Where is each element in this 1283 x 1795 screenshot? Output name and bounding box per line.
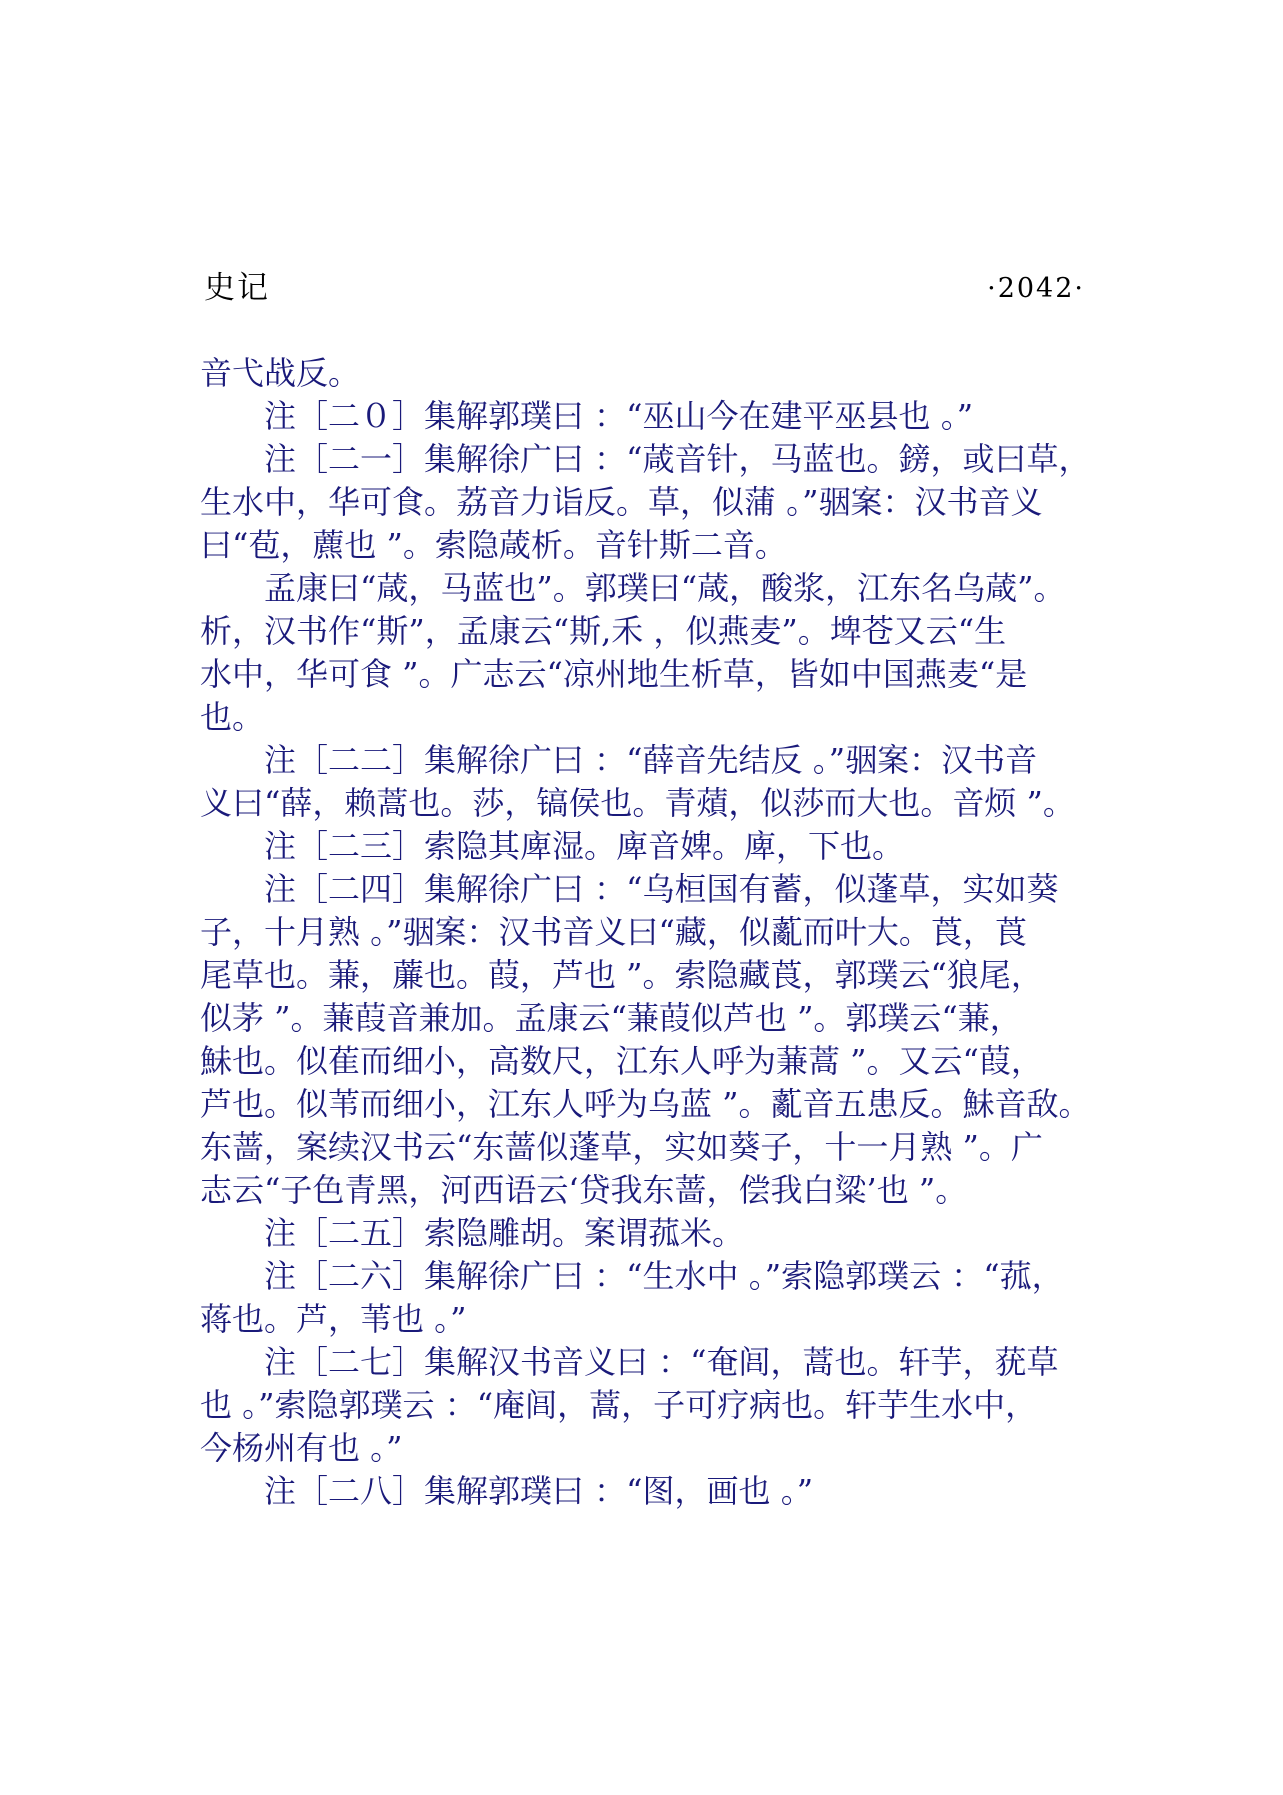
text-line: 尾草也。蒹，薕也。葭，芦也 ”。索隐藏莨，郭璞云“狼尾， [200,956,1043,994]
text-line: 鮇也。似萑而细小，高数尺，江东人呼为蒹蒿 ”。又云“葭， [200,1042,1043,1080]
text-line: 注［二二］集解徐广曰 ：“薛音先结反 。”骃案：汉书音 [264,741,1038,779]
text-line: 似茅 ”。蒹葭音兼加。孟康云“蒹葭似芦也 ”。郭璞云“蒹， [200,999,1022,1037]
text-line: 曰“苞，藨也 ”。索隐葴析。音针斯二音。 [200,526,787,564]
text-line: 注［二五］索隐雕胡。案谓菰米。 [264,1214,745,1252]
text-line: 芦也。似苇而细小，江东人呼为乌蓝 ”。薍音五患反。鮇音敌。 [200,1085,1091,1123]
book-title: 史记 [204,270,270,306]
text-line: 蒋也。芦，苇也 。” [200,1300,467,1338]
text-line: 志云“子色青黑，河西语云‘贷我东蔷，偿我白粱’也 ”。 [200,1171,968,1209]
text-line: 注［二０］集解郭璞曰 ：“巫山今在建平巫县也 。” [264,397,974,435]
text-line: 注［二四］集解徐广曰 ：“乌桓国有蓄，似蓬草，实如葵 [264,870,1059,908]
text-line: 注［二三］索隐其庳湿。庳音婢。庳，下也。 [264,827,905,865]
text-line: 生水中，华可食。荔音力诣反。草，似蒲 。”骃案：汉书音义 [200,483,1043,521]
text-line: 析，汉书作“斯”，孟康云“斯,禾 ，似燕麦”。埤苍又云“生 [200,612,1007,650]
text-line: 注［二八］集解郭璞曰 ：“图，画也 。” [264,1472,814,1510]
text-line: 也。 [200,698,265,736]
text-line: 今杨州有也 。” [200,1429,403,1467]
text-line: 孟康曰“葴，马蓝也”。郭璞曰“葴，酸浆，江东名乌葴”。 [264,569,1066,607]
text-line: 注［二六］集解徐广曰 ：“生水中 。”索隐郭璞云 ：“菰， [264,1257,1064,1295]
page-number: ·2042· [987,273,1085,304]
text-line: 子，十月熟 。”骃案：汉书音义曰“藏，似薍而叶大。莨，莨 [200,913,1027,951]
text-line: 注［二一］集解徐广曰 ：“葴音针，马蓝也。鎊，或曰草， [264,440,1091,478]
text-line: 音弋战反。 [200,354,361,392]
text-line: 也 。”索隐郭璞云 ：“庵闾，蒿，子可疗病也。轩芋生水中， [200,1386,1038,1424]
text-line: 水中，华可食 ”。广志云“凉州地生析草，皆如中国燕麦“是 [200,655,1028,693]
text-line: 注［二七］集解汉书音义曰 ：“奄闾，蒿也。轩芋，莸草 [264,1343,1059,1381]
text-line: 义曰“薛，赖蒿也。莎，镐侯也。青薠，似莎而大也。音烦 ”。 [200,784,1075,822]
body-text [200,352,1112,1513]
text-line: 东蔷，案续汉书云“东蔷似蓬草，实如葵子，十一月熟 ”。广 [200,1128,1043,1166]
